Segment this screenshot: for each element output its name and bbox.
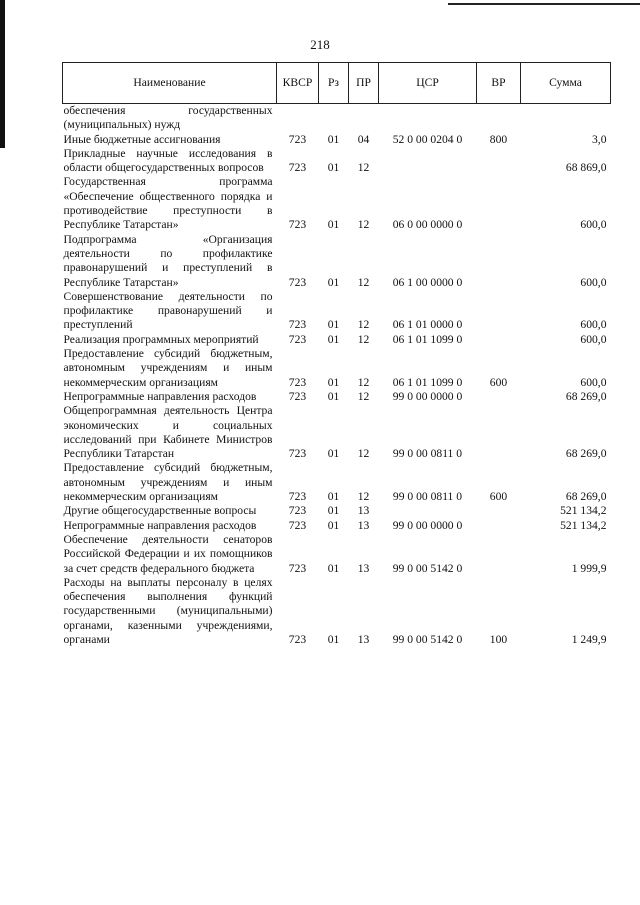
cell-name: обеспечения государственных (муниципальных) нужд (63, 104, 273, 132)
table-body (63, 104, 611, 648)
cell-sum: 521 134,2 (560, 518, 607, 532)
cell-rz: 01 (327, 518, 340, 532)
cell-pr: 12 (357, 275, 370, 289)
cell-vr (477, 533, 521, 576)
cell-pr: 12 (357, 447, 370, 461)
cell-sum: 600,0 (580, 332, 607, 346)
header-vr: ВР (477, 63, 521, 104)
cell-kvsr: 723 (288, 561, 307, 575)
header-csr: ЦСР (379, 63, 477, 104)
cell-csr: 06 0 00 0000 0 (392, 218, 463, 232)
cell-rz: 01 (327, 504, 340, 518)
cell-rz: 01 (327, 275, 340, 289)
cell-vr: 600 (489, 490, 508, 504)
cell-sum: 521 134,2 (560, 504, 607, 518)
cell-name: Другие общегосударственные вопросы (63, 504, 257, 518)
cell-name: Непрограммные направления расходов (63, 518, 257, 532)
cell-pr: 12 (357, 318, 370, 332)
cell-vr (477, 504, 521, 518)
cell-pr: 12 (357, 389, 370, 403)
table-row (63, 104, 611, 133)
cell-vr (477, 233, 521, 290)
cell-vr (477, 175, 521, 232)
cell-name: Предоставление субсидий бюджетным, автономным учреждениям и иным некоммерческим организациям (63, 347, 273, 389)
cell-csr: 99 0 00 5142 0 (392, 632, 463, 646)
cell-kvsr: 723 (288, 389, 307, 403)
cell-rz (319, 104, 349, 133)
cell-vr (477, 333, 521, 347)
cell-kvsr: 723 (288, 218, 307, 232)
header-rz: Рз (319, 63, 349, 104)
table-row (63, 333, 611, 347)
table-row (63, 390, 611, 404)
cell-vr (477, 147, 521, 176)
cell-kvsr: 723 (288, 332, 307, 346)
cell-rz: 01 (327, 447, 340, 461)
cell-kvsr: 723 (288, 504, 307, 518)
cell-vr (477, 390, 521, 404)
cell-pr: 13 (357, 632, 370, 646)
cell-rz: 01 (327, 490, 340, 504)
table-row (63, 404, 611, 461)
cell-vr: 600 (489, 375, 508, 389)
scan-edge-bar (0, 0, 5, 148)
cell-rz: 01 (327, 218, 340, 232)
cell-pr: 13 (357, 518, 370, 532)
table-row (63, 504, 611, 518)
cell-vr (477, 104, 521, 133)
cell-csr: 99 0 00 5142 0 (392, 561, 463, 575)
table-row (63, 519, 611, 533)
cell-rz: 01 (327, 389, 340, 403)
cell-sum: 1 249,9 (571, 632, 607, 646)
cell-pr: 12 (357, 161, 370, 175)
header-rule (448, 3, 640, 5)
cell-name: Общепрограммная деятельность Центра экономических и социальных исследований при Кабинете Министров Республики Татарстан (63, 404, 273, 461)
cell-sum: 68 269,0 (565, 490, 607, 504)
cell-csr: 06 1 01 0000 0 (392, 318, 463, 332)
cell-csr (379, 147, 477, 176)
header-sum: Сумма (521, 63, 611, 104)
cell-kvsr: 723 (288, 161, 307, 175)
cell-kvsr: 723 (288, 632, 307, 646)
cell-vr: 100 (489, 632, 508, 646)
cell-sum: 600,0 (580, 218, 607, 232)
cell-kvsr: 723 (288, 518, 307, 532)
cell-pr: 04 (357, 132, 370, 146)
cell-sum: 68 869,0 (565, 161, 607, 175)
cell-name: Обеспечение деятельности сенаторов Российской Федерации и их помощников за счет средств федерального бюджета (63, 532, 273, 575)
cell-pr (349, 104, 379, 133)
cell-kvsr: 723 (288, 132, 307, 146)
cell-csr (379, 104, 477, 133)
cell-kvsr: 723 (288, 318, 307, 332)
budget-table (62, 62, 611, 647)
table-row (63, 576, 611, 647)
cell-pr: 12 (357, 375, 370, 389)
cell-csr: 06 1 00 0000 0 (392, 275, 463, 289)
cell-vr (477, 519, 521, 533)
cell-sum: 600,0 (580, 375, 607, 389)
cell-sum: 600,0 (580, 318, 607, 332)
table-header (63, 63, 611, 104)
cell-csr: 99 0 00 0811 0 (392, 447, 463, 461)
cell-sum (521, 104, 611, 133)
cell-pr: 13 (357, 561, 370, 575)
cell-name: Совершенствование деятельности по профилактике правонарушений и преступлений (63, 289, 273, 332)
cell-kvsr (277, 104, 319, 133)
cell-name: Подпрограмма «Организация деятельности по профилактике правонарушений и преступлений в Республике Татарстан» (63, 232, 273, 289)
cell-csr: 99 0 00 0811 0 (392, 490, 463, 504)
cell-kvsr: 723 (288, 490, 307, 504)
cell-kvsr: 723 (288, 447, 307, 461)
table-row (63, 175, 611, 232)
cell-csr (379, 504, 477, 518)
cell-rz: 01 (327, 561, 340, 575)
header-pr: ПР (349, 63, 379, 104)
cell-rz: 01 (327, 632, 340, 646)
header-name: Наименование (63, 63, 277, 104)
cell-sum: 68 269,0 (565, 389, 607, 403)
table-row (63, 133, 611, 147)
cell-name: Государственная программа «Обеспечение общественного порядка и противодействие преступности в Республике Татарстан» (63, 175, 273, 232)
cell-pr: 12 (357, 490, 370, 504)
cell-name: Расходы на выплаты персоналу в целях обеспечения выполнения функций государственными (муниципальными) органами, казенными учреждениями, органами (63, 575, 273, 646)
cell-rz: 01 (327, 318, 340, 332)
cell-name: Реализация программных мероприятий (63, 332, 259, 346)
cell-sum: 1 999,9 (571, 561, 607, 575)
cell-csr: 99 0 00 0000 0 (392, 518, 463, 532)
table-row (63, 147, 611, 176)
table-row (63, 533, 611, 576)
table-row (63, 290, 611, 333)
cell-name: Непрограммные направления расходов (63, 389, 257, 403)
cell-rz: 01 (327, 375, 340, 389)
cell-rz: 01 (327, 132, 340, 146)
table-row (63, 347, 611, 390)
cell-csr: 06 1 01 1099 0 (392, 332, 463, 346)
cell-pr: 13 (357, 504, 370, 518)
cell-kvsr: 723 (288, 275, 307, 289)
cell-csr: 99 0 00 0000 0 (392, 389, 463, 403)
page-number: 218 (310, 37, 330, 52)
cell-sum: 68 269,0 (565, 447, 607, 461)
cell-sum: 3,0 (592, 132, 607, 146)
cell-sum: 600,0 (580, 275, 607, 289)
table-row (63, 461, 611, 504)
cell-rz: 01 (327, 161, 340, 175)
cell-pr: 12 (357, 218, 370, 232)
cell-csr: 52 0 00 0204 0 (392, 132, 463, 146)
cell-pr: 12 (357, 332, 370, 346)
header-kvsr: КВСР (277, 63, 319, 104)
cell-vr (477, 290, 521, 333)
table-row (63, 233, 611, 290)
cell-vr: 800 (489, 132, 508, 146)
cell-kvsr: 723 (288, 375, 307, 389)
cell-name: Прикладные научные исследования в области общегосударственных вопросов (63, 146, 273, 175)
cell-vr (477, 404, 521, 461)
cell-rz: 01 (327, 332, 340, 346)
cell-csr: 06 1 01 1099 0 (392, 375, 463, 389)
cell-name: Иные бюджетные ассигнования (63, 132, 221, 146)
cell-name: Предоставление субсидий бюджетным, автономным учреждениям и иным некоммерческим организациям (63, 461, 273, 504)
